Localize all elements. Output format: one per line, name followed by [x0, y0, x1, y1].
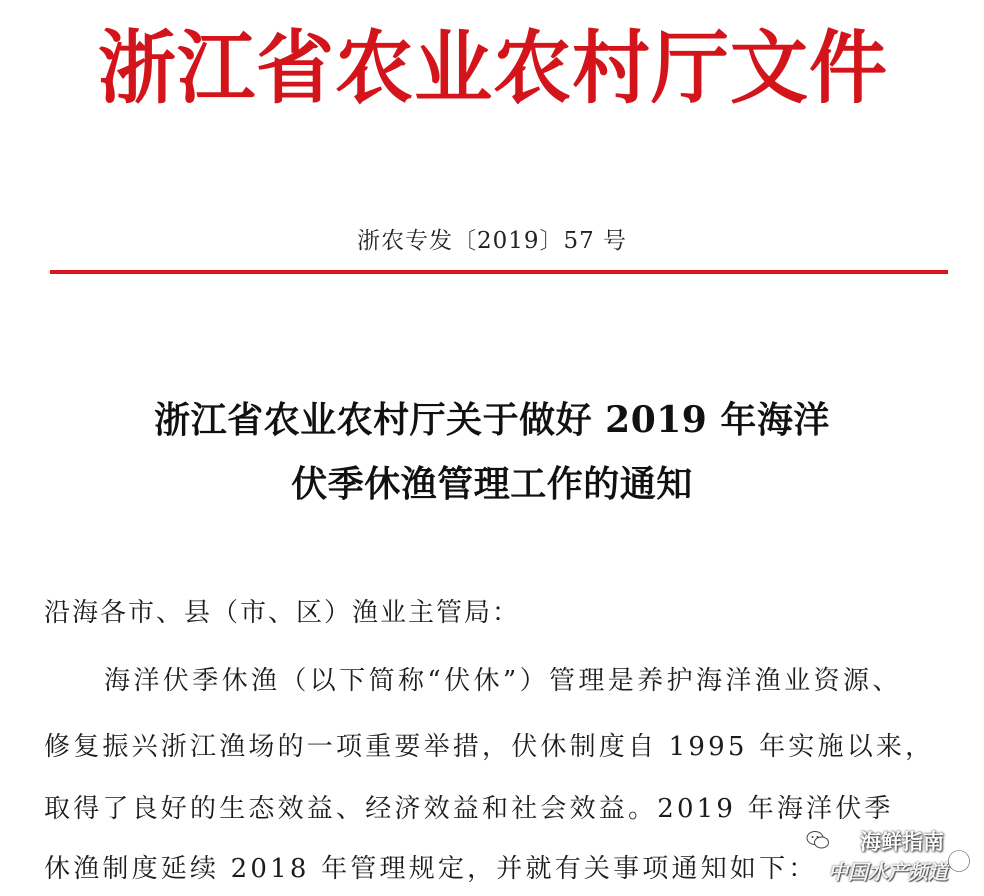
body-line-2: 修复振兴浙江渔场的一项重要举措，伏休制度自 1995 年实施以来， [44, 732, 935, 762]
document-number: 浙农专发〔2019〕57 号 [356, 228, 628, 254]
document-title-line-1: 浙江省农业农村厅关于做好 2019 年海洋 [154, 399, 830, 441]
salutation: 沿海各市、县（市、区）渔业主管局： [44, 598, 521, 628]
red-divider [50, 270, 948, 274]
watermark-account-name: 海鲜指南 [860, 830, 944, 854]
globe-icon [948, 850, 970, 872]
document-masthead: 浙江省农业农村厅文件 [97, 23, 888, 116]
wechat-icon [806, 830, 830, 850]
watermark [790, 826, 970, 888]
body-line-3: 取得了良好的生态效益、经济效益和社会效益。2019 年海洋伏季 [44, 794, 894, 824]
body-line-1: 海洋伏季休渔（以下简称“伏休”）管理是养护海洋渔业资源、 [104, 666, 902, 696]
watermark-site-name: 中国水产频道 [828, 860, 948, 884]
document-title-line-2: 伏季休渔管理工作的通知 [291, 463, 693, 505]
body-line-4: 休渔制度延续 2018 年管理规定，并就有关事项通知如下： [44, 854, 818, 884]
